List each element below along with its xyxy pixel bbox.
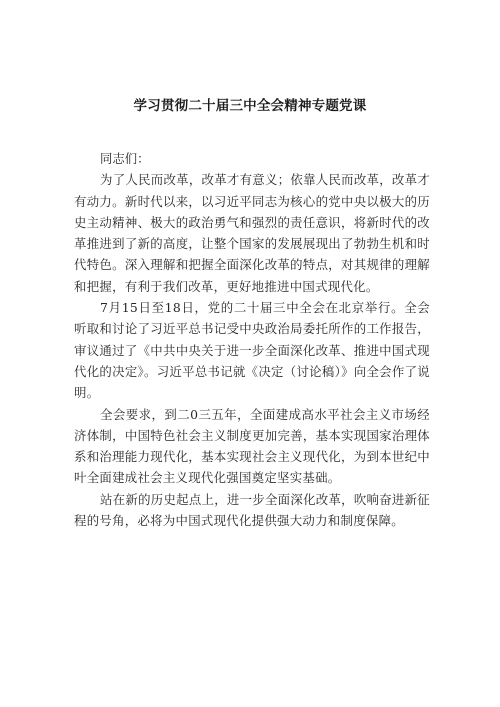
paragraph-4: 站在新的历史起点上，进一步全面深化改革，吹响奋进新征程的号角，必将为中国式现代化提供强大动力和制度保障。 [74, 491, 430, 529]
paragraph-3: 全会要求，到二0三五年，全面建成高水平社会主义市场经济体制，中国特色社会主义制度更加完善，基本实现国家治理体系和治理能力现代化，基本实现社会主义现代化，为到本世纪中叶全面建成社会主义现代化强国奠定坚实基础。 [74, 406, 430, 486]
paragraph-1: 为了人民而改革，改革才有意义；依靠人民而改革，改革才有动力。新时代以来，以习近平同志为核心的党中央以极大的历史主动精神、极大的政治勇气和强烈的责任意识，将新时代的改革推进到了新的高度，让整个国家的发展展现出了勃勃生机和时代特色。深入理解和把握全面深化改革的特点，对其规律的理解和把握，有利于我们改革，更好地推进中国式现代化。 [74, 172, 430, 294]
salutation: 同志们： [100, 151, 150, 166]
document-title: 学习贯彻二十届三中全会精神专题党课 [133, 98, 367, 114]
paragraph-2: 7月15日至18日，党的二十届三中全会在北京举行。全会听取和讨论了习近平总书记受中央政治局委托所作的工作报告，审议通过了《中共中央关于进一步全面深化改革、推进中国式现代化的决定》。习近平总书记就《决定（讨论稿）》向全会作了说明。 [74, 300, 430, 401]
document-body [74, 148, 430, 531]
